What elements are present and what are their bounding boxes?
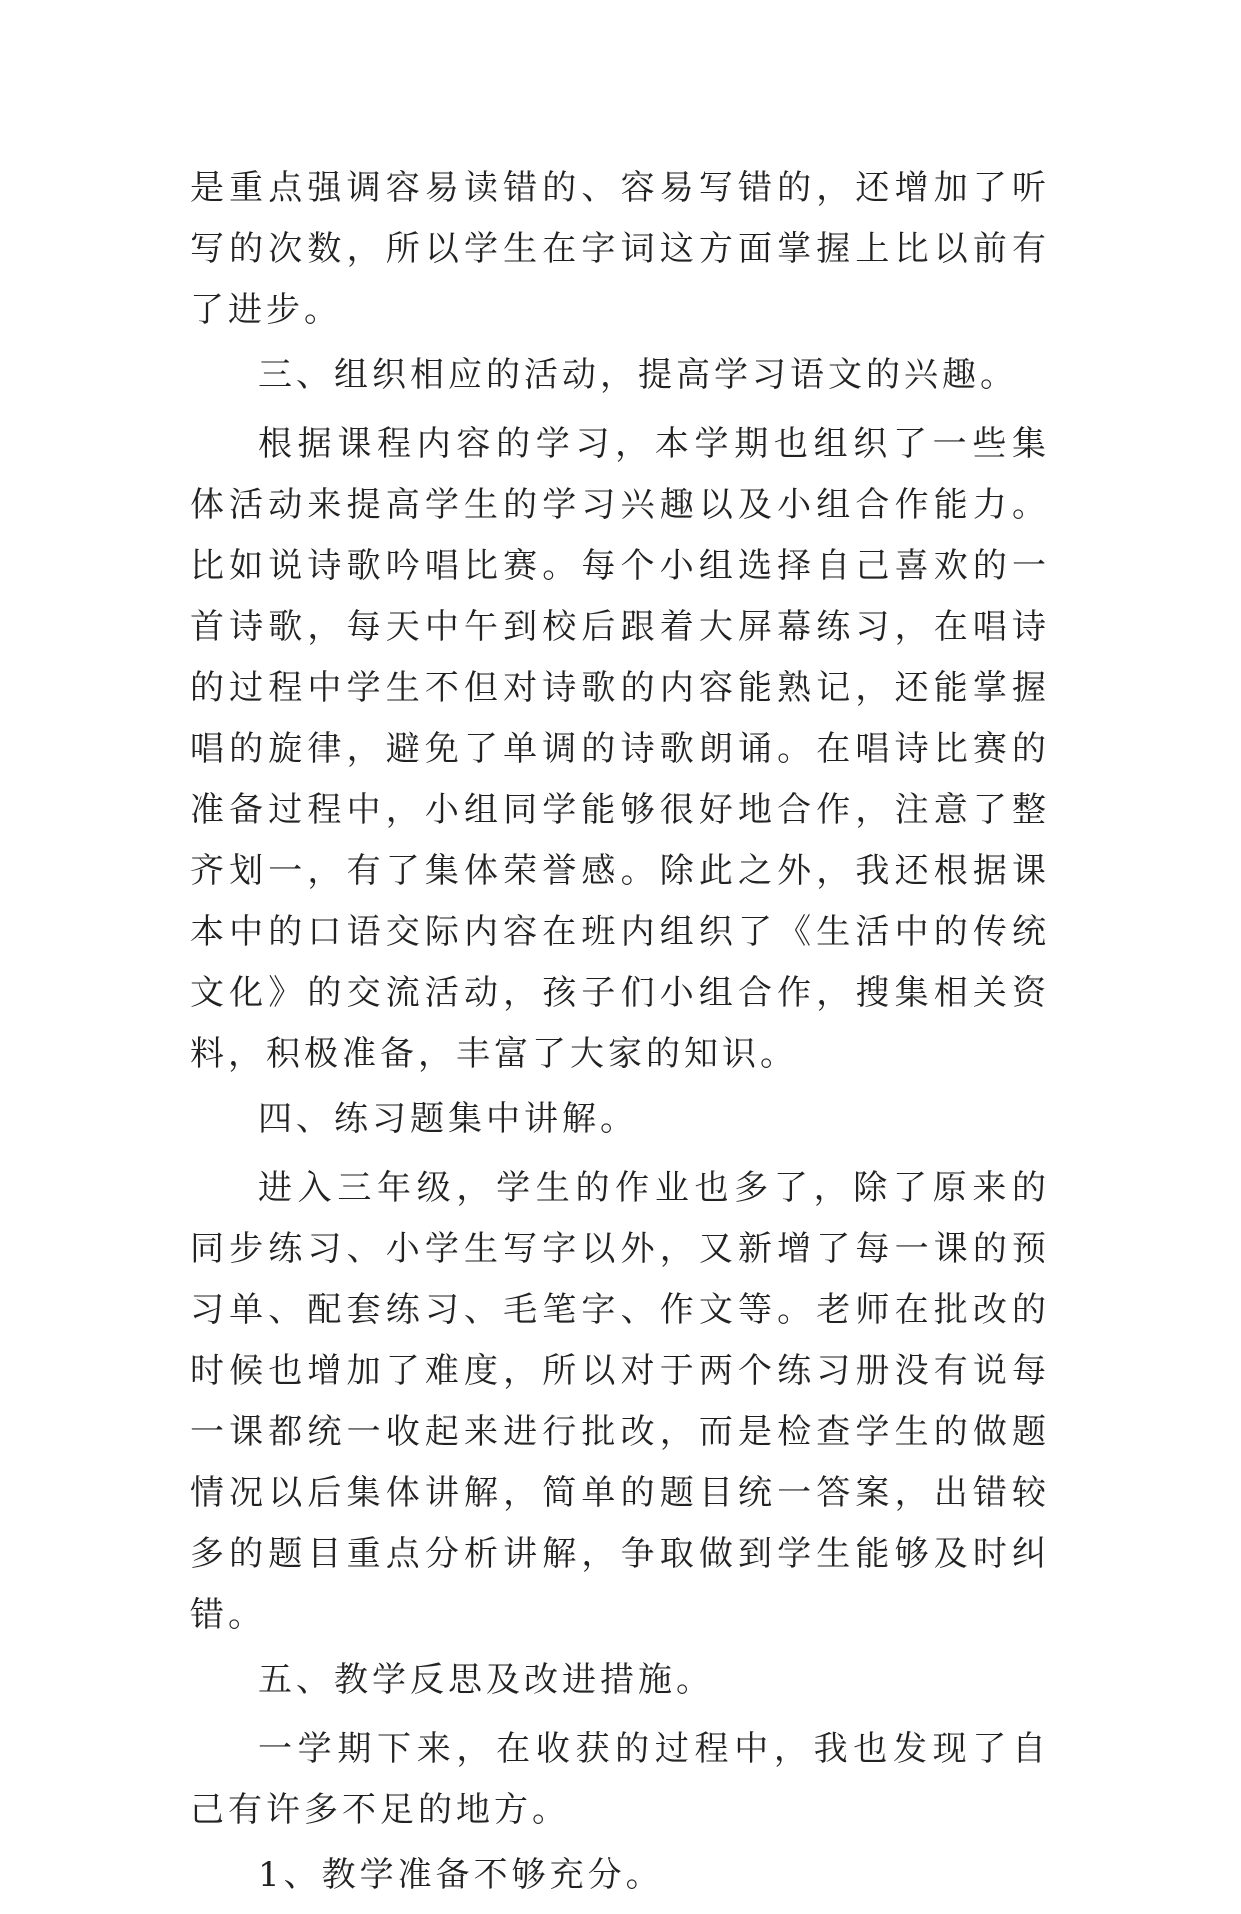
paragraph-activities: 根据课程内容的学习，本学期也组织了一些集体活动来提高学生的学习兴趣以及小组合作能力。比如说诗歌吟唱比赛。每个小组选择自己喜欢的一首诗歌，每天中午到校后跟着大屏幕练习，在唱诗的过程中学生不但对诗歌的内容能熟记，还能掌握唱的旋律，避免了单调的诗歌朗诵。在唱诗比赛的准备过程中，小组同学能够很好地合作，注意了整齐划一，有了集体荣誉感。除此之外，我还根据课本中的口语交际内容在班内组织了《生活中的传统文化》的交流活动，孩子们小组合作，搜集相关资料，积极准备，丰富了大家的知识。: [190, 424, 1050, 1074]
paragraph-continued: 是重点强调容易读错的、容易写错的，还增加了听写的次数，所以学生在字词这方面掌握上比以前有了进步。: [190, 168, 1050, 330]
section-heading-4: 四、练习题集中讲解。: [258, 1099, 638, 1139]
paragraph-exercises: 进入三年级，学生的作业也多了，除了原来的同步练习、小学生写字以外，又新增了每一课的预习单、配套练习、毛笔字、作文等。老师在批改的时候也增加了难度，所以对于两个练习册没有说每一课都统一收起来进行批改，而是检查学生的做题情况以后集体讲解，简单的题目统一答案，出错较多的题目重点分析讲解，争取做到学生能够及时纠错。: [190, 1168, 1050, 1635]
section-heading-3: 三、组织相应的活动，提高学习语文的兴趣。: [258, 355, 1018, 395]
section-heading-5: 五、教学反思及改进措施。: [258, 1660, 714, 1700]
document-body: [190, 158, 1050, 1914]
sub-heading-1: 1、教学准备不够充分。: [258, 1855, 664, 1895]
paragraph-reflection: 一学期下来，在收获的过程中，我也发现了自己有许多不足的地方。: [190, 1729, 1050, 1830]
